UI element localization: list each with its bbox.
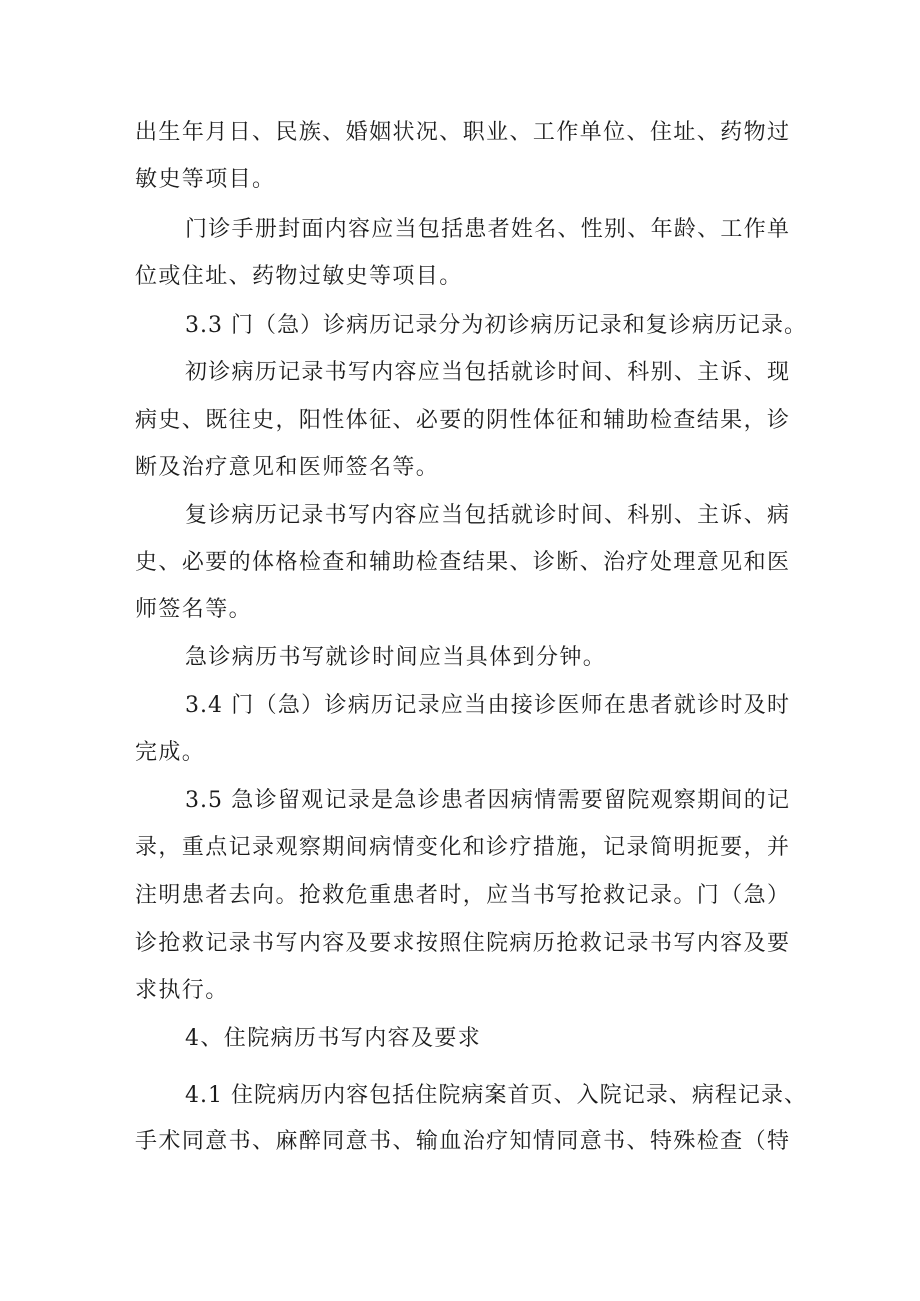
text-line: 出生年月日、民族、婚姻状况、职业、工作单位、住址、药物过 — [135, 120, 790, 145]
text-line: 师签名等。 — [135, 597, 253, 622]
text-line: 完成。 — [135, 740, 206, 765]
text-line: 病史、既往史，阳性体征、必要的阴性体征和辅助检查结果，诊 — [135, 408, 790, 433]
text-line: 初诊病历记录书写内容应当包括就诊时间、科别、主诉、现 — [185, 360, 790, 385]
text-line: 手术同意书、麻醉同意书、输血治疗知情同意书、特殊检查（特 — [135, 1129, 790, 1154]
text-line: 求执行。 — [135, 978, 229, 1003]
section-heading-4: 4、住院病历书写内容及要求 — [185, 1026, 482, 1051]
text-line: 门诊手册封面内容应当包括患者姓名、性别、年龄、工作单 — [185, 217, 790, 242]
section-3-3: 3.3 门（急）诊病历记录分为初诊病历记录和复诊病历记录。 — [185, 313, 807, 338]
text-line: 注明患者去向。抢救危重患者时，应当书写抢救记录。门（急） — [135, 883, 790, 908]
section-3-4: 3.4 门（急）诊病历记录应当由接诊医师在患者就诊时及时 — [185, 693, 790, 718]
text-line: 断及治疗意见和医师签名等。 — [135, 455, 440, 480]
text-line: 诊抢救记录书写内容及要求按照住院病历抢救记录书写内容及要 — [135, 931, 790, 956]
text-line: 位或住址、药物过敏史等项目。 — [135, 264, 463, 289]
section-4-1: 4.1 住院病历内容包括住院病案首页、入院记录、病程记录、 — [185, 1083, 807, 1108]
text-line: 敏史等项目。 — [135, 167, 276, 192]
text-line: 录，重点记录观察期间病情变化和诊疗措施，记录简明扼要，并 — [135, 835, 790, 860]
section-3-5: 3.5 急诊留观记录是急诊患者因病情需要留院观察期间的记 — [185, 788, 790, 813]
text-line: 史、必要的体格检查和辅助检查结果、诊断、治疗处理意见和医 — [135, 550, 790, 575]
text-line: 复诊病历记录书写内容应当包括就诊时间、科别、主诉、病 — [185, 503, 790, 528]
text-line: 急诊病历书写就诊时间应当具体到分钟。 — [185, 645, 607, 670]
